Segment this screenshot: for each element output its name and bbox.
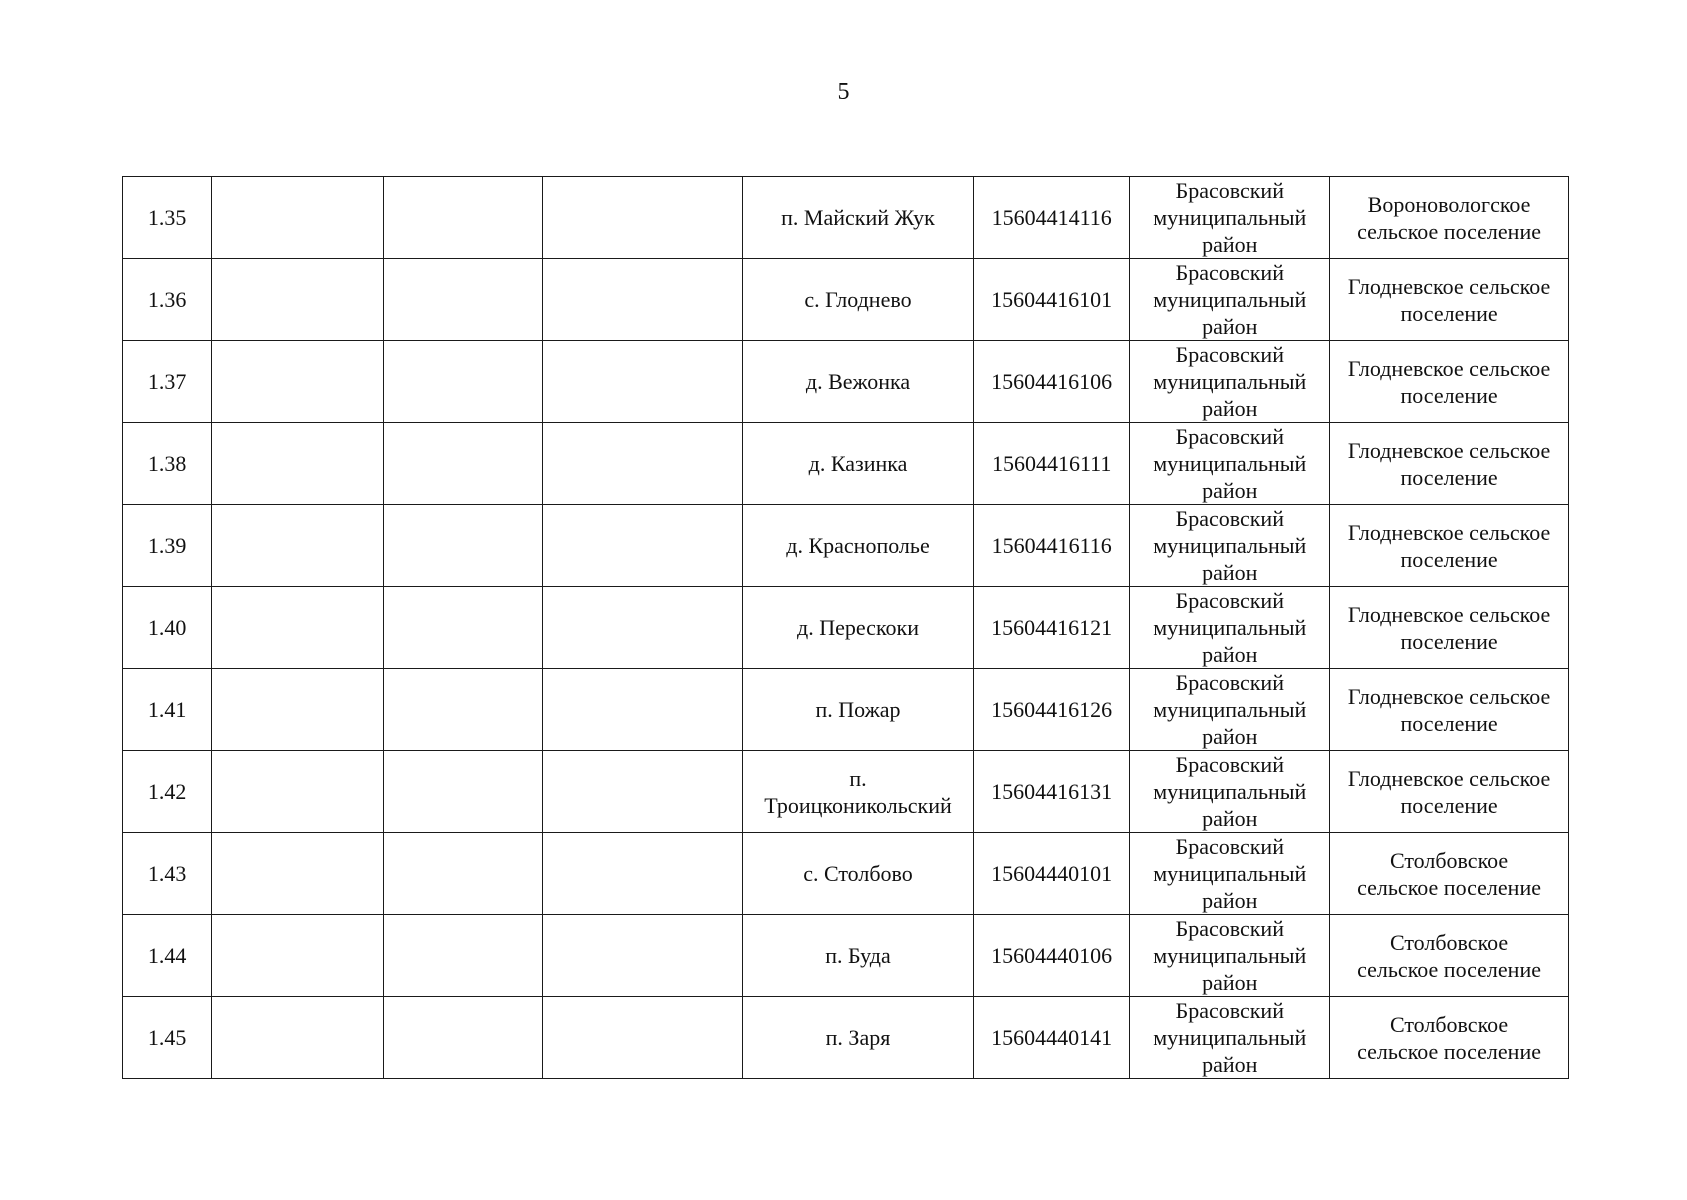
place-name-cell: п. Пожар [743, 669, 974, 751]
empty-cell [212, 997, 384, 1079]
district-cell-line: муниципальный [1153, 615, 1307, 640]
empty-cell [543, 915, 743, 997]
table-row [123, 915, 1569, 997]
empty-cell [212, 423, 384, 505]
row-number-cell: 1.44 [123, 915, 212, 997]
place-name-cell: п. Майский Жук [743, 177, 974, 259]
row-number-cell: 1.36 [123, 259, 212, 341]
empty-cell [543, 423, 743, 505]
oktmo-code-cell: 15604440141 [973, 997, 1130, 1079]
district-cell-line: Брасовский [1175, 916, 1284, 941]
row-number-cell: 1.40 [123, 587, 212, 669]
empty-cell [543, 997, 743, 1079]
empty-cell [212, 669, 384, 751]
settlement-cell-line: поселение [1400, 464, 1498, 490]
empty-cell [383, 751, 543, 833]
district-cell-line: район [1202, 642, 1258, 667]
empty-cell [383, 587, 543, 669]
empty-cell [212, 915, 384, 997]
table-row [123, 341, 1569, 423]
empty-cell [212, 587, 384, 669]
district-cell-line: Брасовский [1175, 588, 1284, 613]
settlement-cell [1330, 587, 1569, 669]
settlement-cell-line: поселение [1400, 792, 1498, 818]
district-cell-line: Брасовский [1175, 506, 1284, 531]
settlement-cell-line: Глодневское сельское [1347, 601, 1551, 627]
district-cell-line: Брасовский [1175, 342, 1284, 367]
settlement-cell-line: поселение [1400, 382, 1498, 408]
district-cell [1130, 915, 1330, 997]
district-cell-line: район [1202, 970, 1258, 995]
district-cell [1130, 997, 1330, 1079]
table-row [123, 587, 1569, 669]
empty-cell [383, 341, 543, 423]
table-row [123, 259, 1569, 341]
district-cell-line: муниципальный [1153, 287, 1307, 312]
settlement-cell [1330, 505, 1569, 587]
empty-cell [383, 505, 543, 587]
district-cell-line: район [1202, 478, 1258, 503]
empty-cell [543, 259, 743, 341]
settlement-cell-line: Глодневское сельское [1347, 355, 1551, 381]
settlement-cell-line: сельское поселение [1357, 874, 1541, 900]
district-cell [1130, 423, 1330, 505]
settlement-cell [1330, 341, 1569, 423]
empty-cell [212, 833, 384, 915]
district-cell-line: муниципальный [1153, 1025, 1307, 1050]
district-cell [1130, 587, 1330, 669]
row-number-cell: 1.41 [123, 669, 212, 751]
district-cell [1130, 505, 1330, 587]
empty-cell [543, 505, 743, 587]
empty-cell [383, 669, 543, 751]
settlement-cell [1330, 177, 1569, 259]
oktmo-code-cell: 15604416126 [973, 669, 1130, 751]
place-name-cell: с. Глоднево [743, 259, 974, 341]
settlement-cell [1330, 915, 1569, 997]
settlement-cell-line: поселение [1400, 710, 1498, 736]
empty-cell [212, 751, 384, 833]
oktmo-code-cell: 15604416101 [973, 259, 1130, 341]
empty-cell [212, 341, 384, 423]
empty-cell [543, 177, 743, 259]
empty-cell [383, 259, 543, 341]
settlement-cell-line: Столбовское [1389, 1011, 1509, 1037]
district-cell [1130, 751, 1330, 833]
settlement-cell-line: Глодневское сельское [1347, 437, 1551, 463]
row-number-cell: 1.37 [123, 341, 212, 423]
district-cell-line: район [1202, 724, 1258, 749]
district-cell-line: район [1202, 314, 1258, 339]
place-name-cell-line: п. [849, 765, 867, 791]
place-name-cell: д. Казинка [743, 423, 974, 505]
table-row [123, 177, 1569, 259]
oktmo-code-cell: 15604416106 [973, 341, 1130, 423]
settlement-cell [1330, 751, 1569, 833]
district-cell-line: район [1202, 396, 1258, 421]
place-name-cell: д. Краснополье [743, 505, 974, 587]
place-name-cell: п. Буда [743, 915, 974, 997]
district-cell-line: район [1202, 560, 1258, 585]
place-name-cell-line: Троицконикольский [764, 792, 952, 818]
settlement-cell-line: сельское поселение [1357, 956, 1541, 982]
district-cell-line: Брасовский [1175, 998, 1284, 1023]
place-name-cell: п. Заря [743, 997, 974, 1079]
oktmo-code-cell: 15604416116 [973, 505, 1130, 587]
place-name-cell: д. Вежонка [743, 341, 974, 423]
district-cell-line: район [1202, 888, 1258, 913]
district-cell-line: муниципальный [1153, 533, 1307, 558]
place-name-cell: д. Перескоки [743, 587, 974, 669]
empty-cell [383, 915, 543, 997]
settlement-cell-line: Вороновологское [1367, 191, 1531, 217]
settlement-cell [1330, 997, 1569, 1079]
district-cell-line: район [1202, 806, 1258, 831]
page-number: 5 [837, 79, 850, 105]
district-cell-line: муниципальный [1153, 205, 1307, 230]
empty-cell [212, 259, 384, 341]
table-row [123, 505, 1569, 587]
settlements-table [122, 176, 1569, 1079]
oktmo-code-cell: 15604440101 [973, 833, 1130, 915]
place-name-cell [743, 751, 974, 833]
district-cell [1130, 259, 1330, 341]
oktmo-code-cell: 15604416131 [973, 751, 1130, 833]
settlement-cell-line: поселение [1400, 546, 1498, 572]
table-row [123, 751, 1569, 833]
district-cell [1130, 833, 1330, 915]
table-row [123, 997, 1569, 1079]
district-cell-line: муниципальный [1153, 451, 1307, 476]
district-cell [1130, 177, 1330, 259]
row-number-cell: 1.42 [123, 751, 212, 833]
district-cell-line: Брасовский [1175, 752, 1284, 777]
district-cell-line: муниципальный [1153, 369, 1307, 394]
settlement-cell [1330, 833, 1569, 915]
settlement-cell [1330, 669, 1569, 751]
settlement-cell-line: сельское поселение [1357, 218, 1541, 244]
district-cell-line: Брасовский [1175, 424, 1284, 449]
empty-cell [383, 177, 543, 259]
empty-cell [543, 341, 743, 423]
empty-cell [543, 751, 743, 833]
empty-cell [543, 669, 743, 751]
district-cell-line: Брасовский [1175, 670, 1284, 695]
row-number-cell: 1.38 [123, 423, 212, 505]
table-row [123, 423, 1569, 505]
settlement-cell-line: сельское поселение [1357, 1038, 1541, 1064]
district-cell-line: Брасовский [1175, 178, 1284, 203]
oktmo-code-cell: 15604440106 [973, 915, 1130, 997]
district-cell [1130, 341, 1330, 423]
district-cell-line: район [1202, 1052, 1258, 1077]
empty-cell [383, 833, 543, 915]
place-name-cell: с. Столбово [743, 833, 974, 915]
district-cell-line: Брасовский [1175, 260, 1284, 285]
empty-cell [543, 587, 743, 669]
empty-cell [212, 177, 384, 259]
district-cell [1130, 669, 1330, 751]
settlement-cell-line: Глодневское сельское [1347, 273, 1551, 299]
row-number-cell: 1.35 [123, 177, 212, 259]
empty-cell [212, 505, 384, 587]
district-cell-line: район [1202, 232, 1258, 257]
district-cell-line: Брасовский [1175, 834, 1284, 859]
table-row [123, 669, 1569, 751]
settlement-cell-line: Глодневское сельское [1347, 683, 1551, 709]
empty-cell [383, 997, 543, 1079]
table-body [123, 177, 1569, 1079]
oktmo-code-cell: 15604416111 [973, 423, 1130, 505]
district-cell-line: муниципальный [1153, 943, 1307, 968]
row-number-cell: 1.39 [123, 505, 212, 587]
settlement-cell-line: поселение [1400, 300, 1498, 326]
district-cell-line: муниципальный [1153, 779, 1307, 804]
empty-cell [543, 833, 743, 915]
oktmo-code-cell: 15604416121 [973, 587, 1130, 669]
settlement-cell [1330, 423, 1569, 505]
settlement-cell-line: Глодневское сельское [1347, 765, 1551, 791]
settlement-cell-line: Столбовское [1389, 929, 1509, 955]
settlement-cell-line: поселение [1400, 628, 1498, 654]
empty-cell [383, 423, 543, 505]
row-number-cell: 1.43 [123, 833, 212, 915]
row-number-cell: 1.45 [123, 997, 212, 1079]
settlement-cell-line: Глодневское сельское [1347, 519, 1551, 545]
district-cell-line: муниципальный [1153, 697, 1307, 722]
district-cell-line: муниципальный [1153, 861, 1307, 886]
settlement-cell [1330, 259, 1569, 341]
oktmo-code-cell: 15604414116 [973, 177, 1130, 259]
settlement-cell-line: Столбовское [1389, 847, 1509, 873]
table-row [123, 833, 1569, 915]
